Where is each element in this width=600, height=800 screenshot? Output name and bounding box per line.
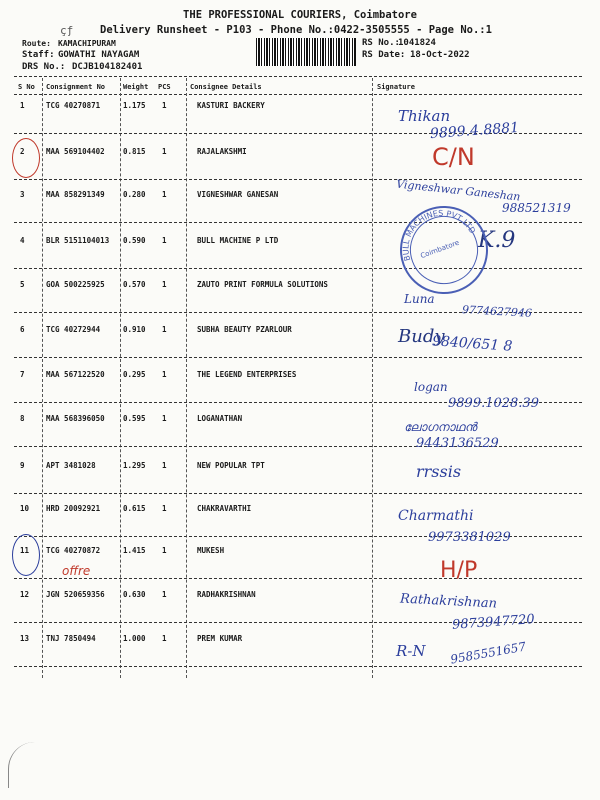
cell-sno: 2 [20,147,25,156]
cell-weight: 1.295 [123,461,146,470]
cell-pcs: 1 [162,590,167,599]
header-top-line [14,76,582,77]
cell-sno: 4 [20,236,25,245]
cell-weight: 0.590 [123,236,146,245]
route-value: KAMACHIPURAM [58,39,116,48]
logo: çƒ [60,24,74,37]
row-divider [14,222,582,223]
col-divider [120,78,121,678]
handwritten-phone: 9899.4.8881 [429,119,520,143]
col-consignee: Consignee Details [190,83,262,91]
cell-consignee: KASTURI BACKERY [197,101,265,110]
cell-cno: JGN 520659356 [46,590,105,599]
drs-label: DRS No.: [22,62,66,72]
signature: Budy [398,326,445,347]
rs-date-label: RS Date: [362,50,406,60]
cell-sno: 6 [20,325,25,334]
cell-sno: 10 [20,504,30,513]
cell-sno: 3 [20,190,25,199]
cell-sno: 7 [20,370,25,379]
staff-label: Staff: [22,50,55,60]
cell-weight: 1.175 [123,101,146,110]
cell-consignee: SUBHA BEAUTY PZARLOUR [197,325,292,334]
handwritten-name: Rathakrishnan [399,591,498,612]
cell-cno: GOA 500225925 [46,280,105,289]
cell-pcs: 1 [162,280,167,289]
col-pcs: PCS [158,83,171,91]
cell-cno: APT 3481028 [46,461,96,470]
cell-consignee: CHAKRAVARTHI [197,504,252,513]
cell-consignee: VIGNESHWAR GANESAN [197,190,279,199]
cell-weight: 0.570 [123,280,146,289]
cell-weight: 0.815 [123,147,146,156]
cell-weight: 1.415 [123,546,146,555]
cell-pcs: 1 [162,634,167,643]
header-bottom-line [14,94,582,95]
row-divider [14,666,582,667]
cell-cno: HRD 20092921 [46,504,101,513]
handwritten-mark: H/P [440,558,478,583]
cell-cno: TCG 40270872 [46,546,101,555]
cell-sno: 12 [20,590,30,599]
handwritten-name: Vigneshwar Ganeshan [395,177,522,204]
cell-weight: 0.630 [123,590,146,599]
handwritten-phone: 9899.1028.39 [448,396,539,411]
signature: K.9 [478,228,516,253]
col-signature: Signature [377,83,415,91]
col-divider [372,78,373,678]
cell-consignee: BULL MACHINE P LTD [197,236,279,245]
cell-sno: 9 [20,461,25,470]
handwritten-name: Charmathi [398,508,474,524]
handwritten-mark: C/N [432,143,475,171]
cell-pcs: 1 [162,504,167,513]
cell-sno: 1 [20,101,25,110]
signature: rrssis [416,462,462,481]
cell-pcs: 1 [162,370,167,379]
handwritten-name: Luna [404,292,435,306]
drs-value: DCJB104182401 [72,62,143,72]
rs-no-label: RS No.: [362,38,400,48]
cell-cno: TCG 40270871 [46,101,101,110]
cell-cno: MAA 568396050 [46,414,105,423]
cell-sno: 11 [20,546,30,555]
red-circle-mark [12,138,40,178]
cell-weight: 1.000 [123,634,146,643]
handwritten-phone: 9585551657 [449,639,527,667]
row-divider [14,578,582,579]
handwritten-phone: 9873947720 [451,612,536,633]
cell-consignee: MUKESH [197,546,225,555]
handwritten-phone: 9973381029 [428,530,511,545]
cell-pcs: 1 [162,461,167,470]
stamp-city: Coimbatore [419,238,461,261]
row-divider [14,179,582,180]
cell-pcs: 1 [162,190,167,199]
svg-text:BULL MACHINES PVT LTD: BULL MACHINES PVT LTD [401,208,478,263]
handwritten-note: offre [62,564,91,578]
cell-consignee: THE LEGEND ENTERPRISES [197,370,297,379]
col-sno: S No [18,83,35,91]
handwritten-name: ലോഗനാഥൻ [404,420,477,434]
company-stamp [388,194,501,307]
col-divider [186,78,187,678]
cell-consignee: RAJALAKSHMI [197,147,247,156]
cell-sno: 8 [20,414,25,423]
row-divider [14,493,582,494]
cell-weight: 0.615 [123,504,146,513]
handwritten-phone: 9443136529 [416,436,499,451]
cell-pcs: 1 [162,414,167,423]
signature: R-N [396,642,426,660]
cell-pcs: 1 [162,236,167,245]
cell-pcs: 1 [162,147,167,156]
cell-consignee: ZAUTO PRINT FORMULA SOLUTIONS [197,280,328,289]
runsheet-subtitle: Delivery Runsheet - P103 - Phone No.:0422-3505555 - Page No.:1 [100,24,492,36]
cell-weight: 0.295 [123,370,146,379]
handwritten-phone: 9840/651 8 [431,333,513,355]
cell-consignee: NEW POPULAR TPT [197,461,265,470]
rs-no-value: 1041824 [398,38,436,48]
col-weight: Weight [123,83,149,91]
company-title: THE PROFESSIONAL COURIERS, Coimbatore [183,9,417,21]
handwritten-phone: 9774627946 [461,303,533,320]
cell-consignee: PREM KUMAR [197,634,243,643]
cell-pcs: 1 [162,325,167,334]
col-divider [42,78,43,678]
cell-cno: TCG 40272944 [46,325,101,334]
cell-pcs: 1 [162,546,167,555]
cell-cno: BLR 5151104013 [46,236,110,245]
cell-weight: 0.280 [123,190,146,199]
route-label: Route: [22,39,51,48]
row-divider [14,268,582,269]
page-curl [8,742,35,788]
cell-pcs: 1 [162,101,167,110]
cell-sno: 13 [20,634,30,643]
cell-consignee: LOGANATHAN [197,414,243,423]
cell-consignee: RADHAKRISHNAN [197,590,256,599]
cell-weight: 0.910 [123,325,146,334]
col-consignment: Consignment No [46,83,106,91]
row-divider [14,357,582,358]
cell-cno: MAA 858291349 [46,190,105,199]
cell-cno: MAA 569104402 [46,147,105,156]
cell-sno: 5 [20,280,25,289]
staff-value: GOWATHI NAYAGAM [58,50,140,60]
handwritten-phone: 988521319 [502,201,571,215]
handwritten-name: Thikan [398,107,451,125]
cell-cno: MAA 567122520 [46,370,105,379]
barcode [256,38,356,66]
handwritten-name: logan [414,380,448,394]
cell-cno: TNJ 7850494 [46,634,96,643]
rs-date-value: 18-Oct-2022 [410,50,470,60]
cell-weight: 0.595 [123,414,146,423]
blue-circle-mark [12,534,40,576]
